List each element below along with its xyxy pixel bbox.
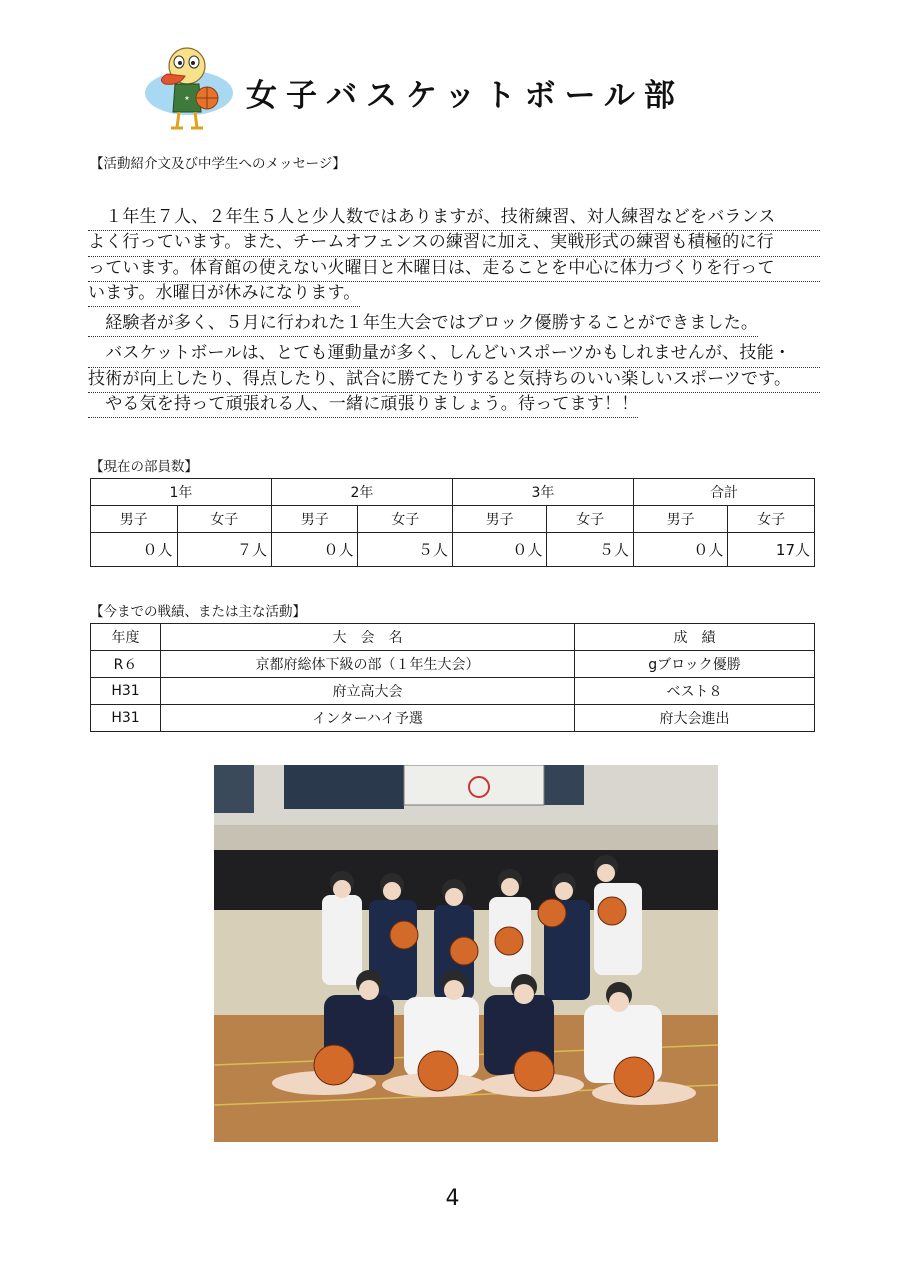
gender-header: 女子 — [177, 506, 271, 533]
member-count: ５人 — [547, 533, 634, 567]
members-table — [90, 478, 815, 567]
gender-header: 女子 — [547, 506, 634, 533]
member-count: ０人 — [633, 533, 727, 567]
gender-header: 女子 — [728, 506, 815, 533]
gender-header: 男子 — [271, 506, 358, 533]
message-line: っています。体育館の使えない火曜日と木曜日は、走ることを中心に体力づくりを行って — [88, 257, 820, 282]
result-cell: ベスト８ — [575, 678, 815, 705]
member-count: ５人 — [358, 533, 452, 567]
message-line: バスケットボールは、とても運動量が多く、しんどいスポーツかもしれませんが、技能・ — [88, 342, 820, 367]
message-line: １年生７人、２年生５人と少人数ではありますが、技術練習、対人練習などをバランス — [88, 206, 820, 231]
year-cell: H31 — [91, 705, 161, 732]
team-photo — [214, 765, 718, 1142]
page-title: 女子バスケットボール部 — [246, 78, 684, 114]
year-cell: R６ — [91, 651, 161, 678]
message-body — [88, 206, 820, 423]
event-cell: インターハイ予選 — [161, 705, 575, 732]
member-count: ７人 — [177, 533, 271, 567]
message-heading: 【活動紹介文及び中学生へのメッセージ】 — [90, 156, 346, 172]
member-count: ０人 — [271, 533, 358, 567]
members-count-row — [91, 533, 815, 567]
event-cell: 京都府総体下級の部（１年生大会） — [161, 651, 575, 678]
group-header: 合計 — [633, 479, 814, 506]
results-heading: 【今までの戦績、または主な活動】 — [90, 604, 306, 620]
year-cell: H31 — [91, 678, 161, 705]
member-count: ０人 — [452, 533, 546, 567]
message-line: 技術が向上したり、得点したり、試合に勝てたりすると気持ちのいい楽しいスポーツです。 — [88, 368, 820, 393]
duck-mascot-icon — [143, 38, 235, 134]
group-header: 3年 — [452, 479, 633, 506]
table-row — [91, 678, 815, 705]
members-gender-row — [91, 506, 815, 533]
gender-header: 男子 — [91, 506, 178, 533]
members-heading: 【現在の部員数】 — [90, 459, 198, 475]
result-cell: gブロック優勝 — [575, 651, 815, 678]
column-header: 成 績 — [575, 624, 815, 651]
group-header: 1年 — [91, 479, 272, 506]
event-cell: 府立高大会 — [161, 678, 575, 705]
member-count: 17人 — [728, 533, 815, 567]
message-line: よく行っています。また、チームオフェンスの練習に加え、実戦形式の練習も積極的に行 — [88, 231, 820, 256]
message-line: やる気を持って頑張れる人、一緒に頑張りましょう。待ってます！！ — [88, 393, 638, 418]
results-table — [90, 623, 815, 732]
column-header: 大 会 名 — [161, 624, 575, 651]
table-row — [91, 651, 815, 678]
column-header: 年度 — [91, 624, 161, 651]
message-line: 経験者が多く、５月に行われた１年生大会ではブロック優勝することができました。 — [88, 312, 758, 337]
members-group-row — [91, 479, 815, 506]
group-header: 2年 — [271, 479, 452, 506]
svg-text:★: ★ — [184, 95, 190, 102]
gender-header: 男子 — [633, 506, 727, 533]
result-cell: 府大会進出 — [575, 705, 815, 732]
gender-header: 女子 — [358, 506, 452, 533]
page-number: 4 — [445, 1186, 460, 1211]
results-header-row — [91, 624, 815, 651]
member-count: ０人 — [91, 533, 178, 567]
table-row — [91, 705, 815, 732]
gender-header: 男子 — [452, 506, 546, 533]
message-line: います。水曜日が休みになります。 — [88, 282, 360, 307]
